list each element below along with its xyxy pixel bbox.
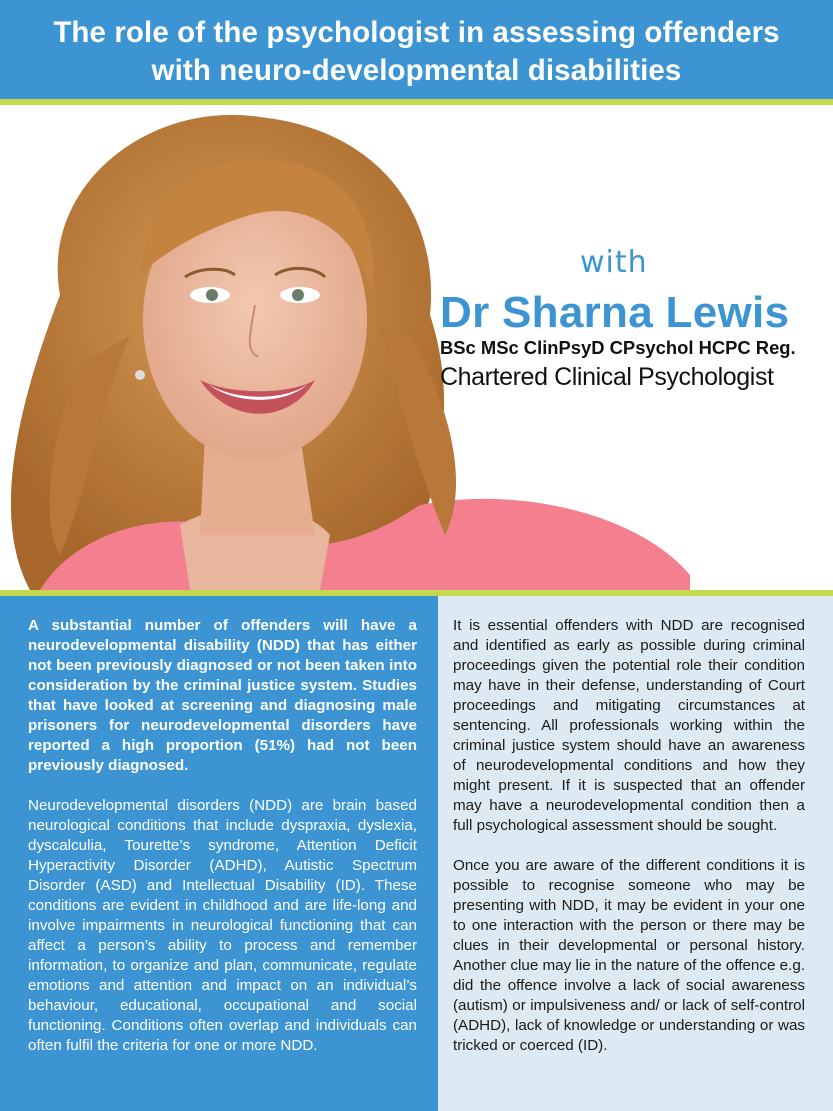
- lead-paragraph: A substantial number of offenders will have a neurodevelopmental disability (NDD) that has either not been previously diagnosed or not been taken into consideration by the criminal justice system. Studies that have looked at screening and diagnosing male prisoners for neurodevelopmental disorders have reported a high proportion (51%) had not been previously diagnosed.: [28, 617, 417, 774]
- right-paragraph-1: It is essential offenders with NDD are recognised and identified as early as possible during criminal proceedings given the potential role their condition may have in their defense, understanding of Court proceedings and mitigating circumstances at sentencing. All professionals working within the criminal justice system should have an awareness of neurodevelopmental conditions and how they might present. If it is suspected that an offender may have a neurodevelopmental condition then a full psychological assessment should be sought.: [453, 617, 805, 834]
- with-label: with: [580, 245, 648, 280]
- paragraph-spacer: [453, 836, 805, 856]
- right-paragraph-2: Once you are aware of the different conditions it is possible to recognise someone who may be presenting with NDD, it may be evident in your one to one interaction with the person or there may be clues in their developmental or personal history. Another clue may lie in the nature of the offence e.g. did the offence involve a lack of social awareness (autism) or impulsiveness and/ or lack of self-control (ADHD), lack of knowledge or understanding or was tricked or coerced (ID).: [453, 857, 805, 1054]
- title-banner: [0, 0, 833, 99]
- title-line-2: with neuro-developmental disabilities: [151, 53, 682, 87]
- body-paragraph: Neurodevelopmental disorders (NDD) are brain based neurological conditions that include dyspraxia, dyslexia, dyscalculia, Tourette’s syndrome, Attention Deficit Hyperactivity Disorder (ADHD), Autistic Spectrum Disorder (ASD) and Intellectual Disability (ID). These conditions are evident in childhood and are life-long and involve impairments in neurological functioning that can affect a person’s ability to process and remember information, to organize and plan, communicate, regulate emotions and attention and impact on an individual’s behaviour, educational, occupational and social functioning. Conditions often overlap and individuals can often fulfil the criteria for one or more NDD.: [28, 797, 417, 1054]
- page-title: [53, 10, 779, 90]
- paragraph-spacer: [28, 776, 417, 796]
- left-column: [0, 596, 438, 1111]
- presenter-photo-area: [0, 105, 833, 590]
- title-line-1: The role of the psychologist in assessing offenders: [53, 15, 780, 49]
- presenter-role: Chartered Clinical Psychologist: [440, 363, 774, 391]
- right-column: [438, 596, 833, 1111]
- presenter-qualifications: BSc MSc ClinPsyD CPsychol HCPC Reg.: [440, 337, 796, 358]
- presenter-name: Dr Sharna Lewis: [440, 288, 790, 337]
